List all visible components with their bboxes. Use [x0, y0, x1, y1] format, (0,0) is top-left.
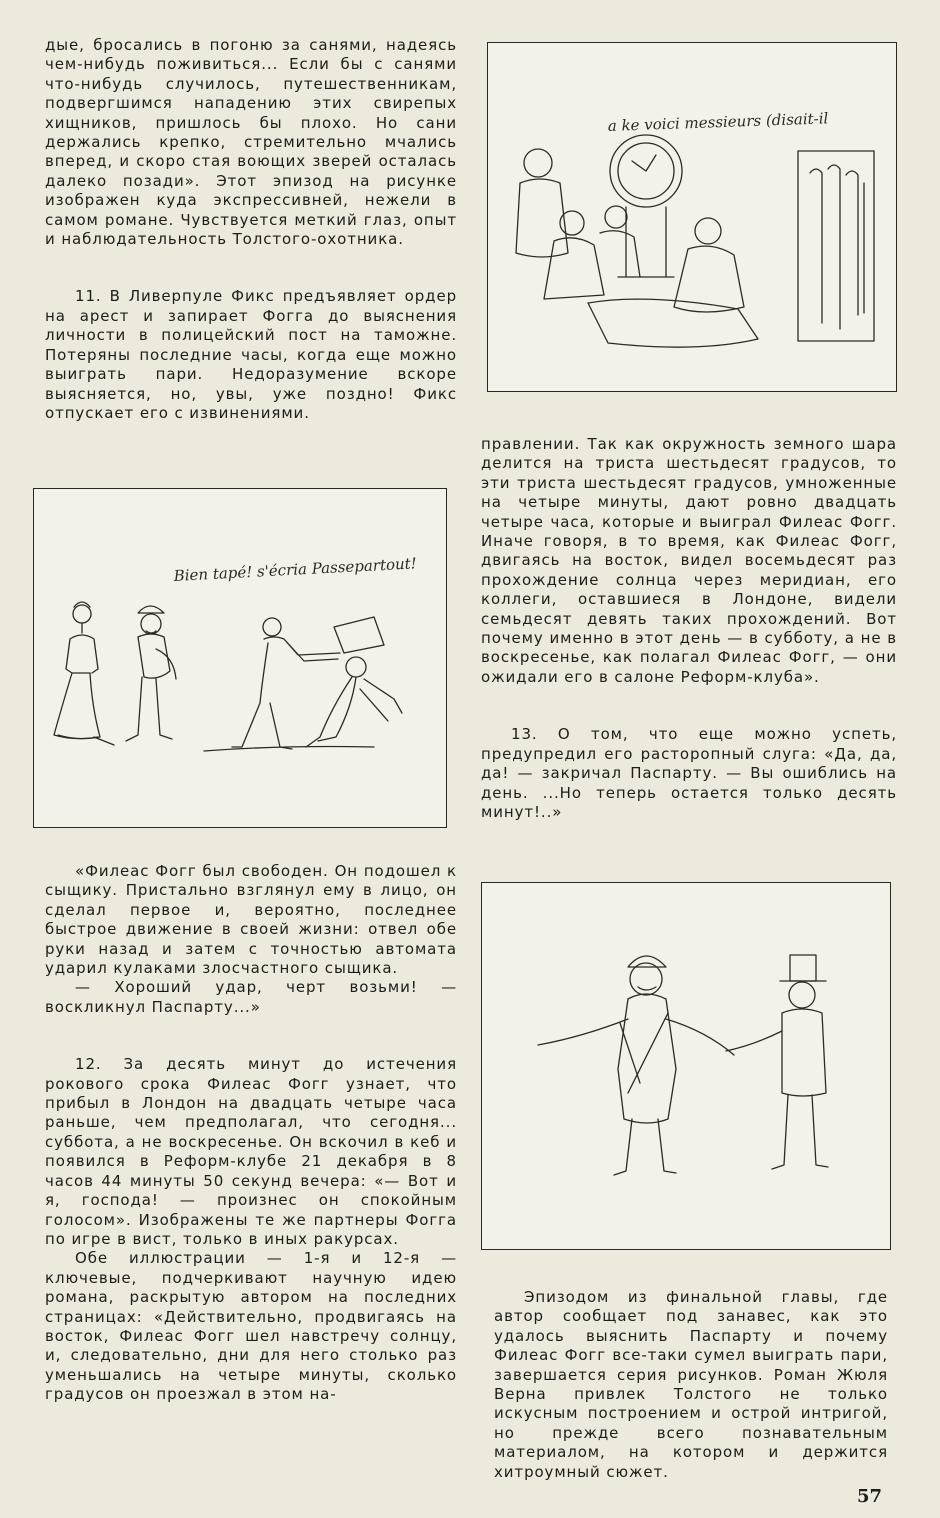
illustration-two-men	[481, 882, 891, 1250]
paragraph: «Филеас Фогг был свободен. Он подошел к сыщику. Пристально взглянул ему в лицо, он сделал первое и, вероятно, последнее быстрое движение в своей жизни: отвел обе руки назад и затем с точностью автомата ударил кулаками злосчастного сыщика.	[45, 862, 457, 978]
paragraph: 13. О том, что еще можно успеть, предупредил его расторопный слуга: «Да, да, да! — закричал Паспарту. — Вы ошиблись на день. ...Но теперь остается только десять минут!..»	[481, 725, 897, 821]
illustration-clock	[487, 42, 897, 392]
left-column-lower	[45, 862, 457, 1405]
paragraph: правлении. Так как окружность земного шара делится на триста шестьдесят градусов, то эти триста шестьдесят градусов, умноженные на четыре минуты, дают ровно двадцать четыре часа, которые и выиграл Филеас Фогг. Иначе говоря, в то время, как Филеас Фогг, двигаясь на восток, видел восемьдесят раз прохождение солнца через меридиан, его коллеги, оставшиеся в Лондоне, видели семьдесят девять таких прохождений. Вот почему именно в этот день — в субботу, а не в воскресенье, как полагал Филеас Фогг, — они ожидали его в салоне Реформ-клуба».	[481, 435, 897, 686]
paragraph: 12. За десять минут до истечения рокового срока Филеас Фогг узнает, что прибыл в Лондон на двадцать четыре часа раньше, чем предполагал, что сегодня... суббота, а не воскресенье. Он вскочил в кеб и появился в Реформ-клубе 21 декабря в 8 часов 44 минуты 50 секунд вечера: «— Вот и я, господа! — произнес он спокойным голосом». Изображены те же партнеры Фогга по игре в вист, только в иных ракурсах.	[45, 1055, 457, 1248]
right-column	[481, 435, 897, 822]
illustration-caption: a ke voici messieurs (disait-il	[607, 109, 829, 135]
paragraph: Эпизодом из финальной главы, где автор сообщает под занавес, как это удалось выяснить Паспарту и почему Филеас Фогг все-таки сумел выиграть пари, завершается серия рисунков. Роман Жюля Верна привлек Толстого не только искусным построением и острой интригой, но прежде всего познавательным материалом, на котором и держится хитроумный сюжет.	[494, 1288, 888, 1481]
paragraph: дые, бросались в погоню за санями, надеясь чем-нибудь поживиться... Если бы с санями что-нибудь случилось, путешественникам, подвергшимся нападению этих свирепых хищников, пришлось бы плохо. Но сани держались крепко, стремительно мчались вперед, и скоро стая воющих зверей осталась далеко позади». Этот эпизод на рисунке изображен куда экспрессивней, нежели в самом романе. Чувствуется меткий глаз, опыт и наблюдательность Толстого-охотника.	[45, 36, 457, 249]
illustration-punch	[33, 488, 447, 828]
right-column-lower	[494, 1288, 888, 1482]
paragraph: Обе иллюстрации — 1-я и 12-я — ключевые, подчеркивают научную идею романа, раскрытую автором на последних страницах: «Действительно, продвигаясь на восток, Филеас Фогг шел навстречу солнцу, и, следовательно, дни для него столько раз уменьшались на четыре минуты, сколько градусов он проезжал в этом на-	[45, 1249, 457, 1404]
page-number: 57	[856, 1486, 882, 1507]
paragraph: — Хороший удар, черт возьми! — воскликнул Паспарту...»	[45, 978, 457, 1016]
illustration-caption: Bien tapé! s'écria Passepartout!	[173, 554, 418, 585]
paragraph: 11. В Ливерпуле Фикс предъявляет ордер на арест и запирает Фогга до выяснения личности в полицейский пост на таможне. Потеряны последние часы, когда еще можно выиграть пари. Недоразумение вскоре выясняется, но, увы, уже поздно! Фикс отпускает его с извинениями.	[45, 287, 457, 422]
left-column	[45, 36, 457, 423]
